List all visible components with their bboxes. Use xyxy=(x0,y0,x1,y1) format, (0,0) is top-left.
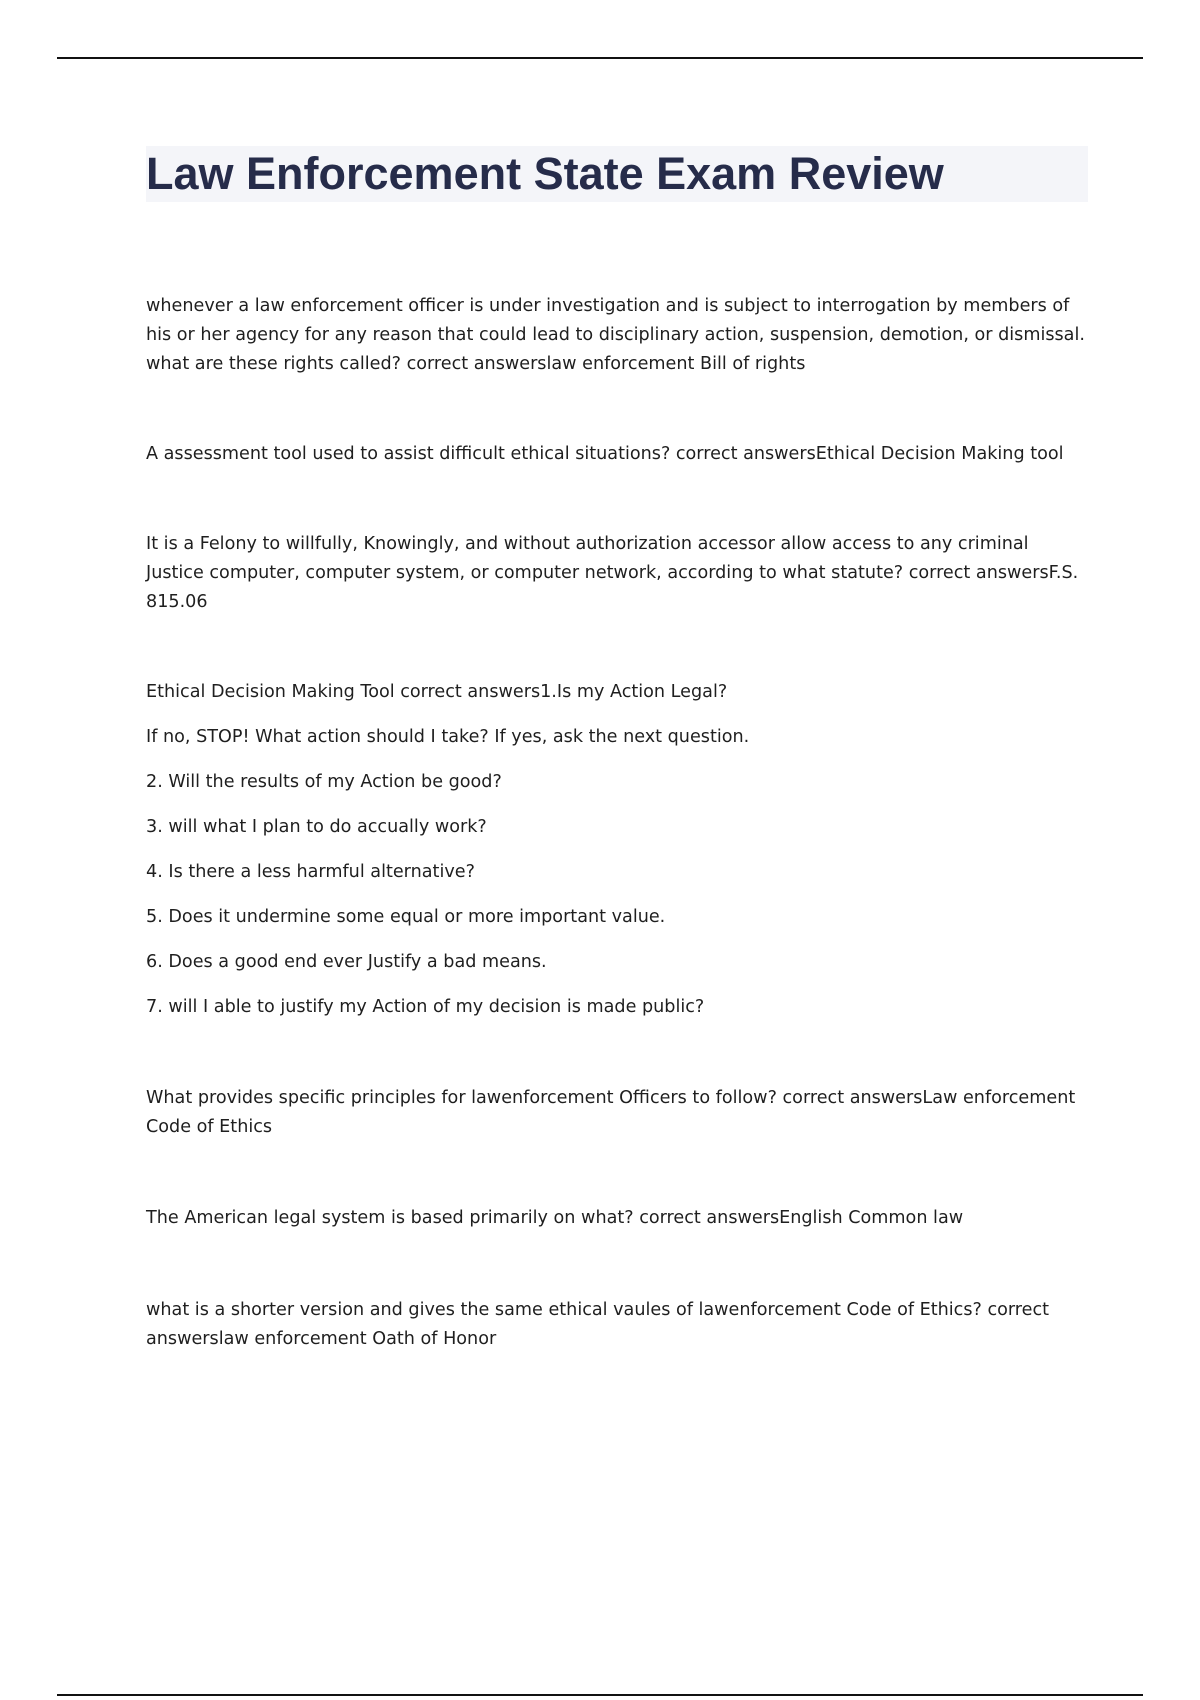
list-item: 6. Does a good end ever Justify a bad means. xyxy=(146,952,547,972)
qa-bill-of-rights: whenever a law enforcement officer is under investigation and is subject to interrogation by members of his or her agency for any reason that could lead to disciplinary action, suspension, demotion, or dismissal. what are these rights called? correct answerslaw enforcement Bill of rights xyxy=(146,296,1085,374)
qa-statute: It is a Felony to willfully, Knowingly, and without authorization accessor allow access to any criminal Justice computer, computer system, or computer network, according to what statute? correct answersF.S. 815.06 xyxy=(146,534,1079,612)
list-item: 5. Does it undermine some equal or more important value. xyxy=(146,907,666,927)
ethical-list-intro: Ethical Decision Making Tool correct answers1.Is my Action Legal? xyxy=(146,682,728,702)
list-item: 4. Is there a less harmful alternative? xyxy=(146,862,475,882)
list-item: 3. will what I plan to do accually work? xyxy=(146,817,487,837)
qa-code-of-ethics: What provides specific principles for lawenforcement Officers to follow? correct answersLaw enforcement Code of Ethics xyxy=(146,1088,1076,1137)
ethical-decision-list xyxy=(146,678,1086,1022)
qa-oath-of-honor: what is a shorter version and gives the same ethical vaules of lawenforcement Code of Ethics? correct answerslaw enforcement Oath of Honor xyxy=(146,1300,1050,1349)
document-body xyxy=(146,292,1086,1354)
bottom-rule xyxy=(57,1694,1143,1696)
list-item: 2. Will the results of my Action be good? xyxy=(146,772,502,792)
qa-legal-system: The American legal system is based primarily on what? correct answersEnglish Common law xyxy=(146,1208,964,1228)
qa-ethical-tool: A assessment tool used to assist difficult ethical situations? correct answersEthical Decision Making tool xyxy=(146,444,1064,464)
page-title: Law Enforcement State Exam Review xyxy=(146,148,944,199)
list-item: 7. will I able to justify my Action of my decision is made public? xyxy=(146,997,705,1017)
top-rule xyxy=(57,57,1143,59)
list-item: If no, STOP! What action should I take? If yes, ask the next question. xyxy=(146,727,750,747)
